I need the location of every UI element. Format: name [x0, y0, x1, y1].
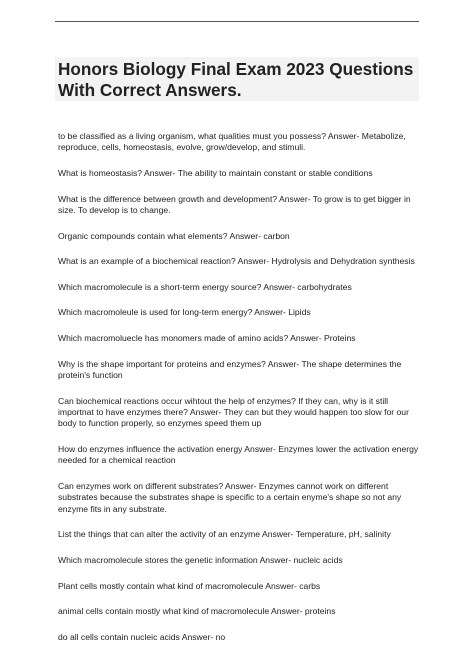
qa-item: animal cells contain mostly what kind of macromolecule Answer- proteins — [58, 606, 336, 617]
qa-item: Which macromoleule is used for long-term energy? Answer- Lipids — [58, 307, 311, 318]
qa-item: How do enzymes influence the activation energy Answer- Enzymes lower the activation energy needed for a chemical reaction — [58, 443, 419, 466]
qa-item: to be classified as a living organism, what qualities must you possess? Answer- Metabolize, reproduce, cells, homeostasis, evolve, grow/develop, and stimuli. — [58, 131, 406, 153]
qa-item: What is the difference between growth and development? Answer- To grow is to get bigger in size. To develop is to change. — [58, 193, 411, 215]
qa-item: Can biochemical reactions occur wihtout the help of enzymes? If they can, why is it still importnat to have enzymes there? Answer- They can but they would happen too slow for our body to function properly, so enzymes speed them up — [58, 395, 409, 429]
document-title: Honors Biology Final Exam 2023 Questions With Correct Answers. — [58, 59, 414, 100]
qa-item: What is an example of a biochemical reaction? Answer- Hydrolysis and Dehydration synthesis — [58, 256, 415, 267]
qa-item: Organic compounds contain what elements? Answer- carbon — [58, 230, 290, 241]
qa-item: Which macromoluecle has monomers made of amino acids? Answer- Proteins — [58, 332, 356, 343]
qa-item: List the things that can alter the activity of an enzyme Answer- Temperature, pH, salinity — [58, 529, 391, 540]
qa-item: Which macromolecule stores the genetic information Answer- nucleic acids — [58, 554, 343, 565]
qa-item: Which macromolecule is a short-term energy source? Answer- carbohydrates — [58, 281, 352, 292]
qa-item: Why is the shape important for proteins and enzymes? Answer- The shape determines the protein's function — [58, 358, 402, 380]
top-rule — [55, 21, 419, 22]
qa-list — [58, 131, 420, 657]
qa-item: Can enzymes work on different substrates? Answer- Enzymes cannot work on different substrates because the substrates shape is specific to a certain enyme's shape so not any enzyme fits in any substrate. — [58, 480, 402, 514]
qa-item: What is homeostasis? Answer- The ability to maintain constant or stable conditions — [58, 168, 373, 178]
qa-item: Plant cells mostly contain what kind of macromolecule Answer- carbs — [58, 580, 321, 591]
qa-item: do all cells contain nucleic acids Answer- no — [58, 631, 226, 642]
